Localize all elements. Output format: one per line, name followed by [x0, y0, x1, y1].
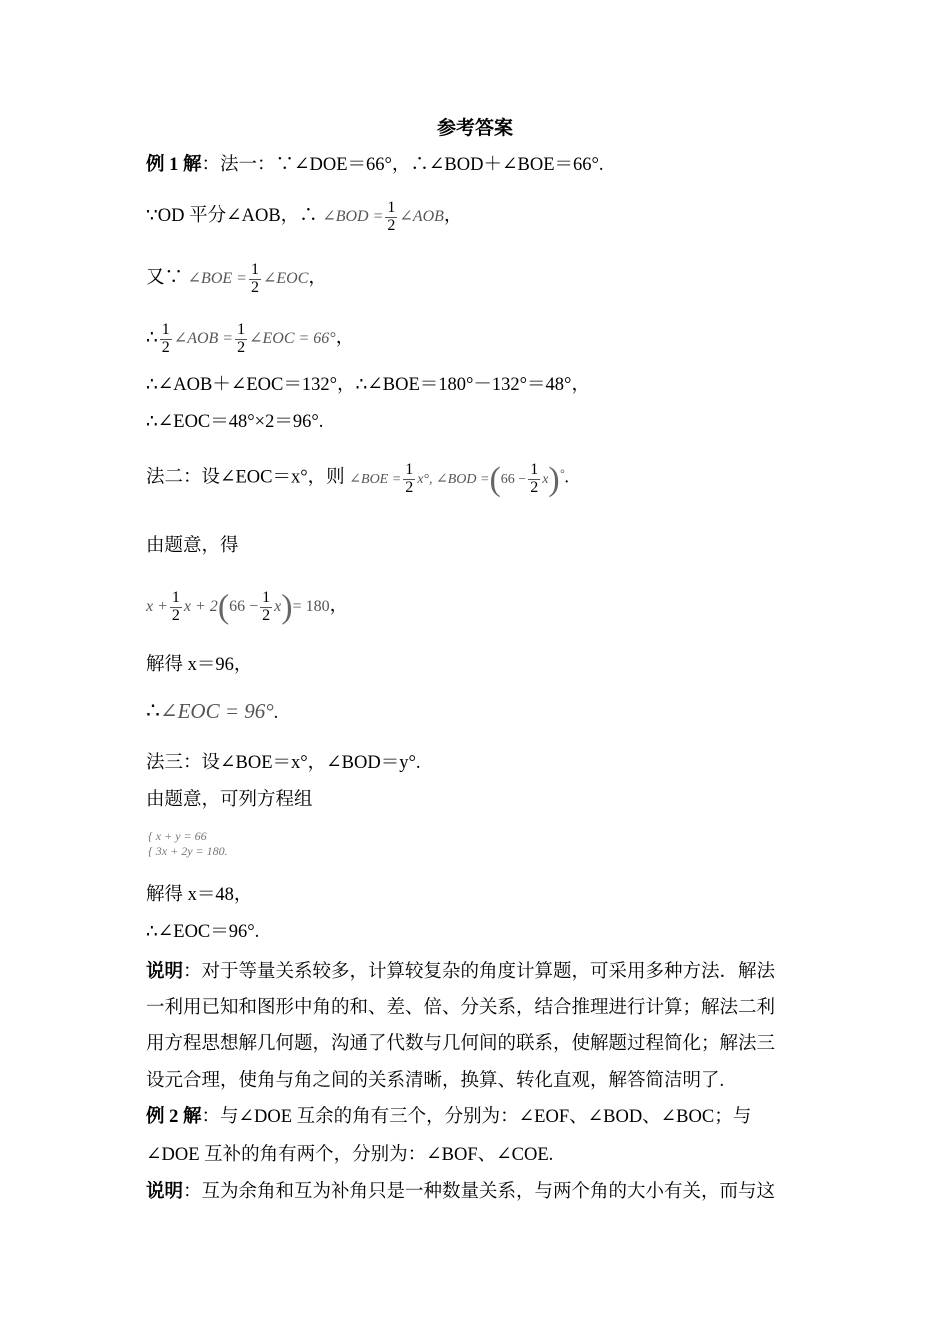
ex2-text: ：与∠DOE 互余的角有三个，分别为：∠EOF、∠BOD、∠BOC；与 [201, 1107, 752, 1127]
ex1-line3 [146, 262, 327, 297]
ex1-line2-equation [322, 199, 444, 234]
punct: ， [443, 205, 463, 226]
ex1-line4-equation [158, 321, 336, 356]
note2-line1 [146, 1180, 775, 1204]
system-line1: { x + y = 66 [148, 829, 207, 843]
frac-denominator: 2 [161, 338, 170, 356]
eq-part: ∠BOE = [349, 471, 402, 487]
note-text: ：互为余角和互为补角只是一种数量关系，与两个角的大小有关，而与这 [183, 1182, 776, 1202]
frac-numerator: 1 [530, 461, 539, 479]
system-line2: { 3x + 2y = 180. [148, 844, 228, 858]
frac-denominator: 2 [387, 216, 396, 234]
method2-equation [349, 460, 565, 498]
right-paren: ) [281, 588, 293, 626]
eq-part: 66 − [229, 597, 259, 615]
frac-numerator: 1 [387, 199, 396, 216]
note1-line1 [146, 960, 775, 984]
eq-right: ∠EOC [262, 269, 309, 287]
result-line [146, 699, 278, 725]
frac-denominator: 2 [171, 606, 180, 624]
ex1-label: 例 1 解 [146, 155, 202, 175]
final-answer: ∴∠EOC＝96°. [146, 922, 260, 942]
note1-line4: 设元合理，使角与角之间的关系清晰，换算、转化直观，解答简洁明了. [146, 1071, 725, 1091]
right-paren: ) [548, 460, 560, 498]
fraction [403, 462, 415, 497]
eq-left: ∠BOE = [187, 269, 247, 287]
main-equation [146, 588, 330, 626]
by-problem2: 由题意，可列方程组 [146, 790, 313, 810]
solve-x96: 解得 x＝96， [146, 655, 253, 675]
punct: . [564, 467, 570, 488]
frac-numerator: 1 [171, 589, 180, 606]
eq-part: x°, ∠BOD = [417, 471, 490, 487]
page-title: 参考答案 [436, 118, 513, 139]
eq-right: ∠AOB [399, 207, 444, 225]
degree: ° [559, 467, 565, 480]
frac-numerator: 1 [262, 589, 271, 606]
solve-x48: 解得 x＝48， [146, 885, 253, 905]
therefore-symbol: ∴ [146, 327, 158, 348]
result-equation: ∠EOC = 96° [160, 699, 274, 723]
ex1-line2-text: ∵OD 平分∠AOB，∴ [146, 205, 318, 226]
method3-line: 法三：设∠BOE＝x°，∠BOD＝y°. [146, 753, 421, 773]
fraction [160, 322, 172, 357]
note1-line2: 一利用已知和图形中角的和、差、倍、分关系，结合推理进行计算；解法二利 [146, 998, 776, 1018]
eq-part: x [274, 597, 282, 615]
punct: . [273, 703, 279, 723]
eq-right: ∠EOC = 66° [249, 329, 336, 347]
eq-mid: ∠AOB = [173, 329, 234, 347]
punct: ， [308, 267, 327, 288]
ex2-line1 [146, 1105, 751, 1129]
frac-numerator: 1 [161, 321, 170, 338]
method2-line [146, 462, 569, 497]
eq-part: x + 2 [183, 597, 218, 615]
note-label: 说明 [146, 1182, 184, 1202]
frac-denominator: 2 [530, 478, 539, 496]
ex1-line3-text: 又∵ [146, 267, 184, 288]
fraction [235, 322, 247, 357]
ex1-line2 [146, 200, 462, 235]
frac-numerator: 1 [405, 461, 414, 479]
eq-part: x [542, 471, 549, 487]
ex1-line1 [146, 153, 604, 177]
fraction [528, 462, 540, 497]
frac-numerator: 1 [250, 261, 259, 278]
ex1-line4 [146, 322, 354, 357]
fraction [385, 200, 397, 235]
eq-part: = 180 [292, 597, 330, 615]
note-label: 说明 [146, 962, 184, 982]
ex1-line6: ∴∠EOC＝48°×2＝96°. [146, 412, 324, 432]
ex1-line5: ∴∠AOB＋∠EOC＝132°，∴∠BOE＝180°－132°＝48°， [146, 375, 590, 395]
note1-line3: 用方程思想解几何题，沟通了代数与几何间的联系，使解题过程简化；解法三 [146, 1034, 776, 1054]
ex1-line3-equation [187, 261, 309, 296]
punct: ， [329, 595, 349, 616]
frac-denominator: 2 [262, 606, 271, 624]
left-paren: ( [489, 460, 501, 498]
eq-left: ∠BOD = [322, 207, 384, 225]
ex2-line2: ∠DOE 互补的角有两个，分别为：∠BOF、∠COE. [146, 1145, 554, 1165]
punct: ， [335, 327, 355, 348]
eq-part: x + [146, 597, 168, 615]
frac-denominator: 2 [405, 478, 414, 496]
ex1-line1-text: ：法一：∵∠DOE＝66°，∴∠BOD＋∠BOE＝66°. [201, 155, 604, 175]
method2-text: 法二：设∠EOC＝x°，则 [146, 467, 345, 488]
ex2-label: 例 2 解 [146, 1107, 202, 1127]
fraction [170, 590, 182, 625]
therefore-symbol: ∴ [146, 698, 160, 723]
left-paren: ( [217, 588, 230, 626]
by-problem: 由题意，得 [146, 536, 239, 556]
main-equation-line [146, 590, 348, 625]
eq-part: 66 − [500, 471, 527, 487]
fraction [249, 262, 261, 297]
frac-numerator: 1 [237, 321, 246, 338]
note-text: ：对于等量关系较多，计算较复杂的角度计算题，可采用多种方法．解法 [183, 962, 776, 982]
fraction [260, 590, 272, 625]
frac-denominator: 2 [250, 278, 259, 296]
frac-denominator: 2 [237, 338, 246, 356]
